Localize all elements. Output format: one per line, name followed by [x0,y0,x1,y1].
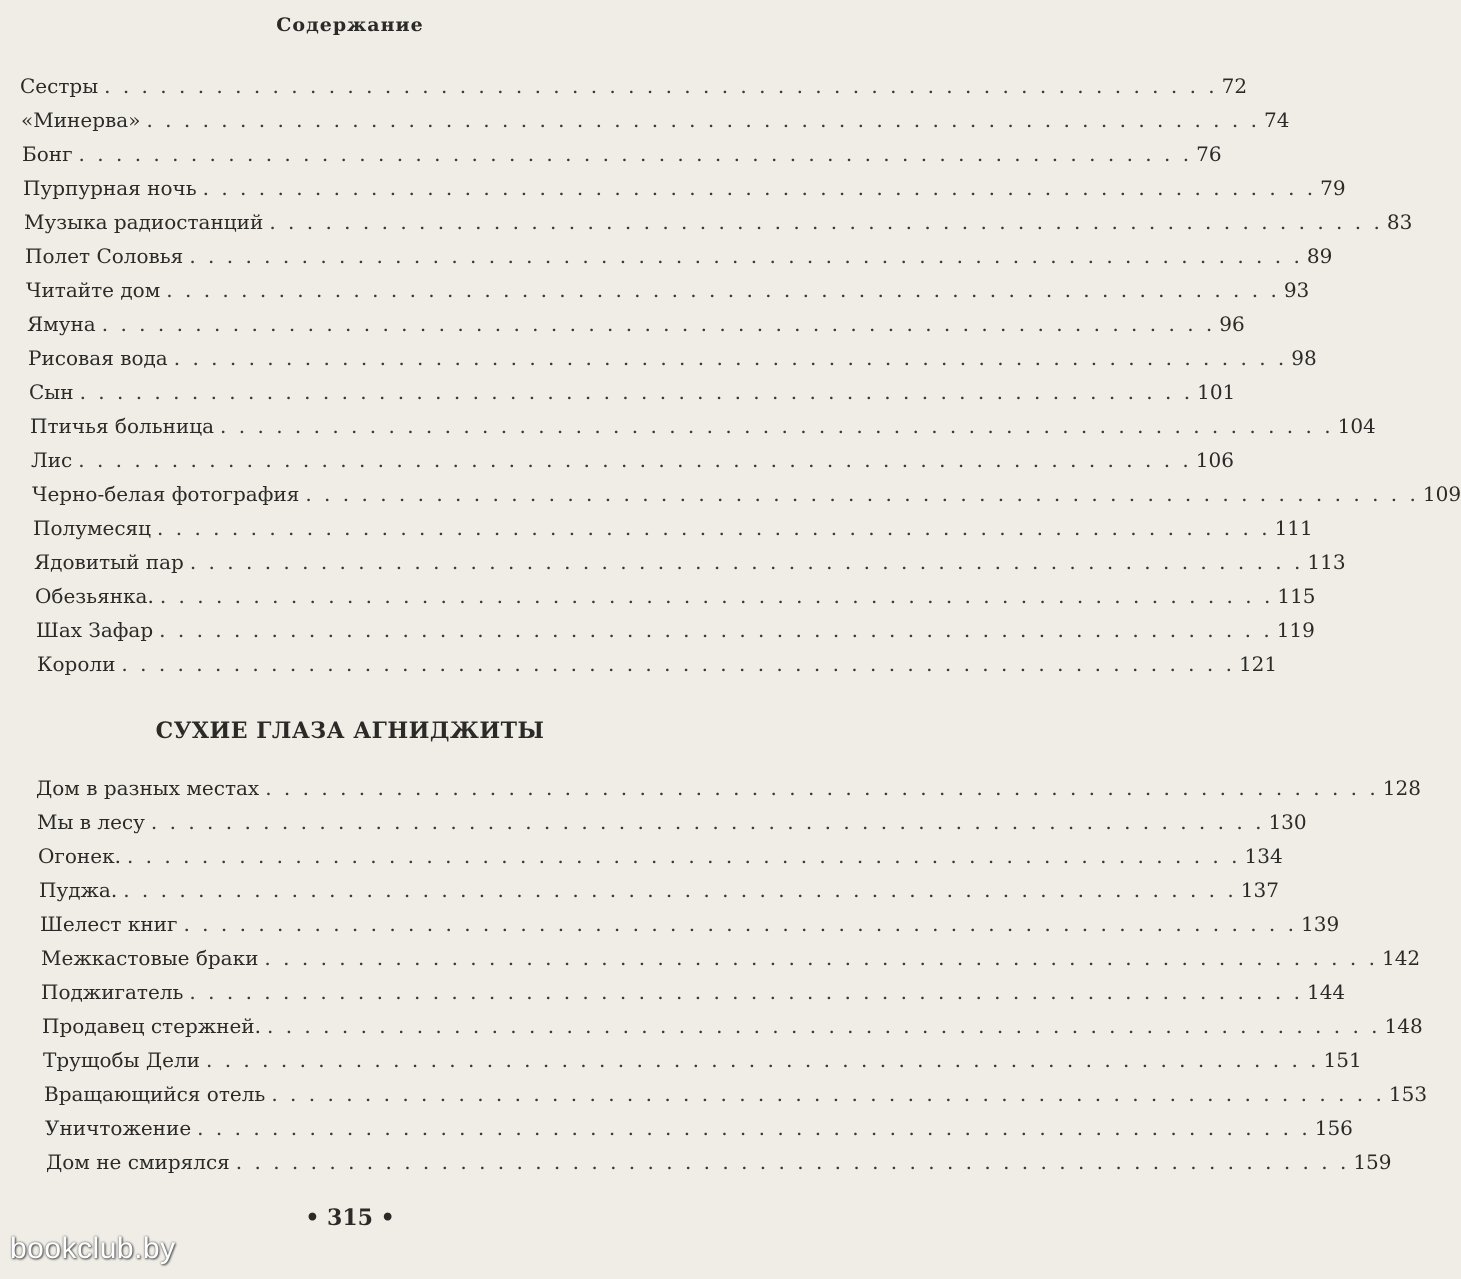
dot-leader: . . . . . . . . . . . . . . . . . . . . . . . . . . . . . . . . . . . . . . . . . . . . . . . . . . . . . . . . . . . . [235,1150,1350,1174]
toc-entry-title: Мы в лесу [37,810,145,834]
toc-entry-title: Лис [31,448,73,472]
toc-entry [0,404,1376,438]
toc-entry-title: Поджигатель [41,980,184,1004]
toc-entry-title: Дом в разных местах [36,776,260,800]
toc-entry-page: 144 [1306,980,1346,1004]
dot-leader: . . . . . . . . . . . . . . . . . . . . . . . . . . . . . . . . . . . . . . . . . . . . . . . . . . . . . . . . . . . . [265,776,1379,800]
toc-entry [0,1106,1353,1140]
toc-entry-title: Шелест книг [40,912,178,936]
toc-entry-title: Бонг [22,142,73,166]
dot-leader: . . . . . . . . . . . . . . . . . . . . . . . . . . . . . . . . . . . . . . . . . . . . . . . . . . . . . . . . . . . . [206,1048,1320,1072]
table-of-contents-part-2 [0,766,1428,1174]
dot-leader: . . . . . . . . . . . . . . . . . . . . . . . . . . . . . . . . . . . . . . . . . . . . . . . . . . . . . . . . . . . . [189,244,1303,268]
toc-entry [0,868,1279,902]
toc-entry-title: Дом не смирялся [46,1150,230,1174]
toc-entry-page: 137 [1240,878,1279,902]
toc-entry [0,200,1413,234]
toc-entry [0,540,1346,574]
toc-entry-page: 83 [1386,210,1413,234]
toc-entry-page: 151 [1323,1048,1362,1072]
toc-entry-page: 98 [1291,346,1317,370]
toc-entry-title: Музыка радиостанций [24,210,264,234]
toc-entry-title: Вращающийся отель [44,1082,266,1106]
toc-entry [0,438,1234,472]
toc-entry-title: Птичья больница [30,414,215,438]
toc-entry-page: 134 [1244,844,1283,868]
dot-leader: . . . . . . . . . . . . . . . . . . . . . . . . . . . . . . . . . . . . . . . . . . . . . . . . . . . . . . . . . . . . [173,346,1288,370]
dot-leader: . . . . . . . . . . . . . . . . . . . . . . . . . . . . . . . . . . . . . . . . . . . . . . . . . . . . . . . . . . . . [157,516,1271,540]
toc-entry [0,1140,1392,1174]
dot-leader: . . . . . . . . . . . . . . . . . . . . . . . . . . . . . . . . . . . . . . . . . . . . . . . . . . . . . . . . . . . . [267,1014,1381,1038]
toc-entry [0,336,1317,370]
dot-leader: . . . . . . . . . . . . . . . . . . . . . . . . . . . . . . . . . . . . . . . . . . . . . . . . . . . . . . . . . . . . [78,448,1192,472]
toc-entry [0,766,1421,800]
toc-entry-page: 121 [1238,652,1278,676]
toc-entry [0,302,1245,336]
contents-heading: Содержание [276,14,424,36]
page-number: • 315 • [305,1205,395,1231]
toc-entry-title: Ямуна [27,312,96,336]
section-heading: СУХИЕ ГЛАЗА АГНИДЖИТЫ [155,718,545,744]
toc-entry-page: 148 [1384,1014,1423,1038]
toc-entry [0,472,1461,506]
toc-entry-title: Пурпурная ночь [23,176,197,200]
toc-entry-page: 111 [1274,516,1313,540]
toc-entry-page: 74 [1263,108,1290,132]
toc-entry-title: Читайте дом [26,278,161,302]
toc-entry-title: Сестры [20,74,99,98]
toc-entry [0,506,1313,540]
toc-entry-page: 128 [1382,776,1421,800]
toc-entry-title: Шах Зафар [36,618,154,642]
toc-entry-title: Сын [29,380,74,404]
dot-leader: . . . . . . . . . . . . . . . . . . . . . . . . . . . . . . . . . . . . . . . . . . . . . . . . . . . . . . . . . . . . [101,312,1216,336]
watermark-logo: bookclub.by [10,1232,176,1265]
toc-entry [0,1072,1428,1106]
toc-entry [0,800,1307,834]
dot-leader: . . . . . . . . . . . . . . . . . . . . . . . . . . . . . . . . . . . . . . . . . . . . . . . . . . . . . . . . . . . . [197,1116,1311,1140]
dot-leader: . . . . . . . . . . . . . . . . . . . . . . . . . . . . . . . . . . . . . . . . . . . . . . . . . . . . . . . . . . . . [166,278,1280,302]
toc-entry-page: 106 [1195,448,1234,472]
toc-entry-page: 101 [1197,380,1236,404]
toc-entry [0,902,1340,936]
toc-entry-title: «Минерва» [21,108,141,132]
toc-entry-page: 119 [1276,618,1315,642]
toc-entry-page: 159 [1353,1150,1392,1174]
toc-entry [0,834,1283,868]
toc-entry-page: 156 [1314,1116,1353,1140]
dot-leader: . . . . . . . . . . . . . . . . . . . . . . . . . . . . . . . . . . . . . . . . . . . . . . . . . . . . . . . . . . . . [104,74,1218,98]
toc-entry-title: Полет Соловья [25,244,184,268]
toc-entry [0,642,1278,676]
toc-entry-title: Межкастовые браки [41,946,259,970]
dot-leader: . . . . . . . . . . . . . . . . . . . . . . . . . . . . . . . . . . . . . . . . . . . . . . . . . . . . . . . . . . . . [271,1082,1385,1106]
toc-entry-title: Короли [37,652,116,676]
toc-entry [0,574,1316,608]
dot-leader: . . . . . . . . . . . . . . . . . . . . . . . . . . . . . . . . . . . . . . . . . . . . . . . . . . . . . . . . . . . . [123,878,1237,902]
toc-entry-title: Обезьянка. [35,584,154,608]
toc-entry-page: 130 [1268,810,1307,834]
toc-entry [0,1038,1362,1072]
toc-entry-title: Рисовая вода [28,346,168,370]
toc-entry [0,370,1236,404]
dot-leader: . . . . . . . . . . . . . . . . . . . . . . . . . . . . . . . . . . . . . . . . . . . . . . . . . . . . . . . . . . . . [202,176,1317,200]
toc-entry [0,268,1310,302]
table-of-contents-part-1 [0,64,1461,676]
toc-entry-page: 96 [1219,312,1245,336]
toc-entry [0,608,1315,642]
toc-entry-title: Черно-белая фотография [32,482,300,506]
toc-entry-title: Трущобы Дели [43,1048,200,1072]
toc-entry-page: 115 [1277,584,1316,608]
toc-entry [0,98,1290,132]
dot-leader: . . . . . . . . . . . . . . . . . . . . . . . . . . . . . . . . . . . . . . . . . . . . . . . . . . . . . . . . . . . . [264,946,1378,970]
toc-entry-page: 72 [1221,74,1248,98]
toc-entry-title: Огонек. [38,844,121,868]
toc-entry [0,234,1333,268]
dot-leader: . . . . . . . . . . . . . . . . . . . . . . . . . . . . . . . . . . . . . . . . . . . . . . . . . . . . . . . . . . . . [189,980,1303,1004]
toc-entry [0,166,1346,200]
toc-entry-page: 109 [1422,482,1461,506]
toc-entry-page: 142 [1381,946,1421,970]
toc-entry-page: 153 [1388,1082,1428,1106]
toc-entry-page: 89 [1306,244,1333,268]
toc-entry-page: 93 [1283,278,1310,302]
toc-entry-title: Уничтожение [45,1116,192,1140]
dot-leader: . . . . . . . . . . . . . . . . . . . . . . . . . . . . . . . . . . . . . . . . . . . . . . . . . . . . . . . . . . . . [146,108,1260,132]
dot-leader: . . . . . . . . . . . . . . . . . . . . . . . . . . . . . . . . . . . . . . . . . . . . . . . . . . . . . . . . . . . . [150,810,1265,834]
toc-entry-title: Пуджа. [39,878,118,902]
toc-entry-page: 113 [1307,550,1346,574]
toc-entry-title: Ядовитый пар [34,550,184,574]
dot-leader: . . . . . . . . . . . . . . . . . . . . . . . . . . . . . . . . . . . . . . . . . . . . . . . . . . . . . . . . . . . . [269,210,1383,234]
toc-entry-page: 139 [1301,912,1340,936]
toc-entry-page: 79 [1320,176,1346,200]
dot-leader: . . . . . . . . . . . . . . . . . . . . . . . . . . . . . . . . . . . . . . . . . . . . . . . . . . . . . . . . . . . . [189,550,1304,574]
toc-entry [0,970,1346,1004]
toc-entry [0,132,1222,166]
dot-leader: . . . . . . . . . . . . . . . . . . . . . . . . . . . . . . . . . . . . . . . . . . . . . . . . . . . . . . . . . . . . [121,652,1235,676]
toc-entry-page: 76 [1196,142,1222,166]
dot-leader: . . . . . . . . . . . . . . . . . . . . . . . . . . . . . . . . . . . . . . . . . . . . . . . . . . . . . . . . . . . . [159,584,1274,608]
dot-leader: . . . . . . . . . . . . . . . . . . . . . . . . . . . . . . . . . . . . . . . . . . . . . . . . . . . . . . . . . . . . [126,844,1241,868]
toc-entry [0,936,1421,970]
dot-leader: . . . . . . . . . . . . . . . . . . . . . . . . . . . . . . . . . . . . . . . . . . . . . . . . . . . . . . . . . . . . [220,414,1334,438]
dot-leader: . . . . . . . . . . . . . . . . . . . . . . . . . . . . . . . . . . . . . . . . . . . . . . . . . . . . . . . . . . . . [78,142,1193,166]
dot-leader: . . . . . . . . . . . . . . . . . . . . . . . . . . . . . . . . . . . . . . . . . . . . . . . . . . . . . . . . . . . . [305,482,1419,506]
toc-entry [0,1004,1423,1038]
toc-entry-title: Продавец стержней. [42,1014,261,1038]
dot-leader: . . . . . . . . . . . . . . . . . . . . . . . . . . . . . . . . . . . . . . . . . . . . . . . . . . . . . . . . . . . . [79,380,1194,404]
dot-leader: . . . . . . . . . . . . . . . . . . . . . . . . . . . . . . . . . . . . . . . . . . . . . . . . . . . . . . . . . . . . [159,618,1273,642]
toc-entry [0,64,1248,98]
dot-leader: . . . . . . . . . . . . . . . . . . . . . . . . . . . . . . . . . . . . . . . . . . . . . . . . . . . . . . . . . . . . [183,912,1298,936]
toc-entry-title: Полумесяц [33,516,152,540]
toc-entry-page: 104 [1337,414,1376,438]
